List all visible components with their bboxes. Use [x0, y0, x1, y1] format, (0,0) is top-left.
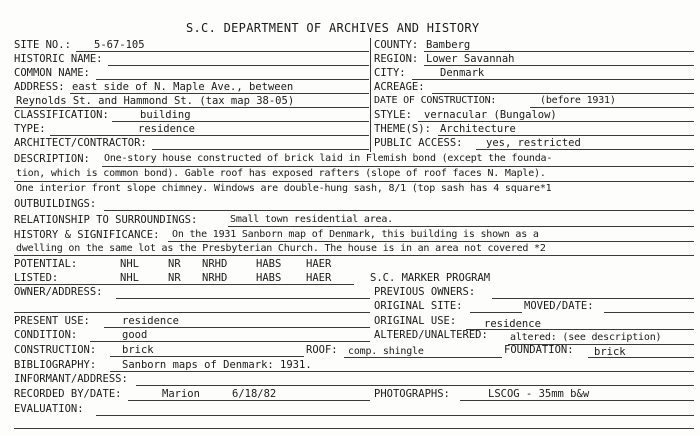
- present-use-value: residence: [122, 315, 179, 327]
- architect-line: [152, 149, 369, 150]
- present-use-label: PRESENT USE:: [14, 315, 90, 327]
- classification-label: CLASSIFICATION:: [14, 109, 109, 121]
- column-divider: [370, 38, 371, 152]
- type-label: TYPE:: [14, 123, 46, 135]
- potential-nrhd: NRHD: [202, 258, 228, 270]
- original-use-label: ORIGINAL USE:: [374, 315, 457, 327]
- construction-label: CONSTRUCTION:: [14, 344, 97, 356]
- potential-habs: HABS: [256, 258, 282, 270]
- marker-program: S.C. MARKER PROGRAM: [370, 272, 491, 284]
- county-line: [424, 51, 694, 52]
- description-rule-2: [14, 181, 694, 182]
- foundation-line: [588, 357, 694, 358]
- potential-nr: NR: [168, 258, 181, 270]
- address-line-2-rule: [14, 107, 369, 108]
- original-use-line: [466, 329, 694, 330]
- site-no-label: SITE NO.:: [14, 39, 71, 51]
- altered-value: altered: (see description): [510, 332, 662, 343]
- moved-date-line: [604, 312, 694, 313]
- site-no-line: [76, 51, 369, 52]
- theme-label: THEME(S):: [374, 123, 431, 135]
- condition-value: good: [122, 329, 148, 341]
- style-label: STYLE:: [374, 109, 412, 121]
- public-access-label: PUBLIC ACCESS:: [374, 137, 463, 149]
- architect-label: ARCHITECT/CONTRACTOR:: [14, 137, 147, 149]
- public-access-value: yes, restricted: [486, 137, 581, 149]
- original-site-line: [470, 312, 522, 313]
- listed-nhl: NHL: [120, 272, 139, 284]
- date-line: [530, 107, 694, 108]
- historic-name-label: HISTORIC NAME:: [14, 53, 103, 65]
- bibliography-label: BIBLIOGRAPHY:: [14, 359, 97, 371]
- condition-line: [90, 341, 370, 342]
- outbuildings-line: [104, 210, 694, 211]
- bibliography-line: [110, 371, 694, 372]
- photographs-label: PHOTOGRAPHS:: [374, 388, 450, 400]
- previous-owners-line: [492, 298, 694, 299]
- roof-line: [344, 357, 502, 358]
- acreage-line: [432, 93, 694, 94]
- listed-nrhd: NRHD: [202, 272, 228, 284]
- history-line-2: dwelling on the same lot as the Presbyterian Church. The house is in an area not covered *2: [16, 243, 546, 254]
- historic-name-line: [108, 65, 369, 66]
- photographs-value: LSCOG - 35mm b&w: [488, 388, 590, 400]
- page-title: S.C. DEPARTMENT OF ARCHIVES AND HISTORY: [186, 21, 480, 35]
- evaluation-second-line: [14, 428, 694, 429]
- city-line: [412, 79, 694, 80]
- recorded-line: [128, 400, 370, 401]
- description-line-2: tion, which is common bond). Gable roof has exposed rafters (slope of roof faces N. Maple).: [16, 168, 546, 179]
- informant-label: INFORMANT/ADDRESS:: [14, 373, 128, 385]
- owner-second-line: [14, 312, 370, 313]
- moved-date-label: MOVED/DATE:: [524, 300, 594, 312]
- owner-label: OWNER/ADDRESS:: [14, 286, 103, 298]
- common-name-label: COMMON NAME:: [14, 67, 90, 79]
- city-value: Denmark: [440, 67, 485, 79]
- history-rule-1: [168, 241, 694, 242]
- common-name-line: [96, 79, 369, 80]
- listed-line: [14, 284, 354, 285]
- evaluation-label: EVALUATION:: [14, 403, 84, 415]
- recorded-label: RECORDED BY/DATE:: [14, 388, 122, 400]
- city-label: CITY:: [374, 67, 406, 79]
- theme-value: Architecture: [440, 123, 516, 135]
- potential-haer: HAER: [306, 258, 332, 270]
- previous-owners-label: PREVIOUS OWNERS:: [374, 286, 476, 298]
- recorded-by-value: Marion: [162, 388, 200, 400]
- description-line-1: One-story house constructed of brick laid in Flemish bond (except the founda-: [104, 153, 553, 164]
- bibliography-value: Sanborn maps of Denmark: 1931.: [122, 359, 312, 371]
- acreage-label: ACREAGE:: [374, 81, 425, 93]
- construction-value: brick: [122, 344, 154, 356]
- style-value: vernacular (Bungalow): [424, 109, 557, 121]
- foundation-label: FOUNDATION:: [504, 344, 574, 356]
- classification-line: [112, 121, 369, 122]
- informant-line: [136, 385, 694, 386]
- listed-habs: HABS: [256, 272, 282, 284]
- relationship-label: RELATIONSHIP TO SURROUNDINGS:: [14, 214, 198, 226]
- roof-label: ROOF:: [306, 344, 338, 356]
- recorded-date-value: 6/18/82: [232, 388, 277, 400]
- history-rule-2: [14, 255, 694, 256]
- region-label: REGION:: [374, 53, 419, 65]
- site-no-value: 5-67-105: [94, 39, 145, 51]
- type-value: residence: [138, 123, 195, 135]
- type-line: [50, 135, 369, 136]
- address-line-1-rule: [70, 93, 369, 94]
- outbuildings-label: OUTBUILDINGS:: [14, 198, 97, 210]
- potential-label: POTENTIAL:: [14, 258, 78, 270]
- description-line-3: One interior front slope chimney. Windows are double-hung sash, 8/1 (top sash has 4 square*1: [16, 183, 552, 194]
- address-line-1: east side of N. Maple Ave., between: [72, 81, 294, 93]
- original-site-label: ORIGINAL SITE:: [374, 300, 463, 312]
- description-label: DESCRIPTION:: [14, 153, 90, 165]
- roof-value: comp. shingle: [348, 346, 424, 357]
- condition-label: CONDITION:: [14, 329, 78, 341]
- evaluation-line: [96, 415, 694, 416]
- altered-label: ALTERED/UNALTERED:: [374, 329, 488, 341]
- address-line-2: Reynolds St. and Hammond St. (tax map 38-05): [16, 95, 295, 107]
- description-rule-1: [102, 166, 694, 167]
- foundation-value: brick: [594, 346, 626, 358]
- county-label: COUNTY:: [374, 39, 419, 51]
- date-label: DATE OF CONSTRUCTION:: [374, 95, 497, 106]
- present-use-line: [104, 327, 370, 328]
- style-line: [418, 121, 694, 122]
- date-value: (before 1931): [540, 95, 616, 106]
- potential-nhl: NHL: [120, 258, 139, 270]
- address-label: ADDRESS:: [14, 81, 65, 93]
- county-value: Bamberg: [426, 39, 471, 51]
- region-line: [424, 65, 694, 66]
- listed-nr: NR: [168, 272, 181, 284]
- relationship-line: [228, 226, 694, 227]
- theme-line: [438, 135, 694, 136]
- region-value: Lower Savannah: [426, 53, 515, 65]
- photographs-line: [460, 400, 694, 401]
- owner-line: [116, 298, 370, 299]
- public-access-line: [476, 149, 694, 150]
- original-use-value: residence: [484, 318, 541, 330]
- history-label: HISTORY & SIGNIFICANCE:: [14, 229, 160, 241]
- listed-label: LISTED:: [14, 272, 59, 284]
- history-line-1: On the 1931 Sanborn map of Denmark, this building is shown as a: [172, 229, 539, 240]
- classification-value: building: [140, 109, 191, 121]
- construction-line: [110, 356, 304, 357]
- relationship-value: Small town residential area.: [230, 214, 393, 225]
- listed-haer: HAER: [306, 272, 332, 284]
